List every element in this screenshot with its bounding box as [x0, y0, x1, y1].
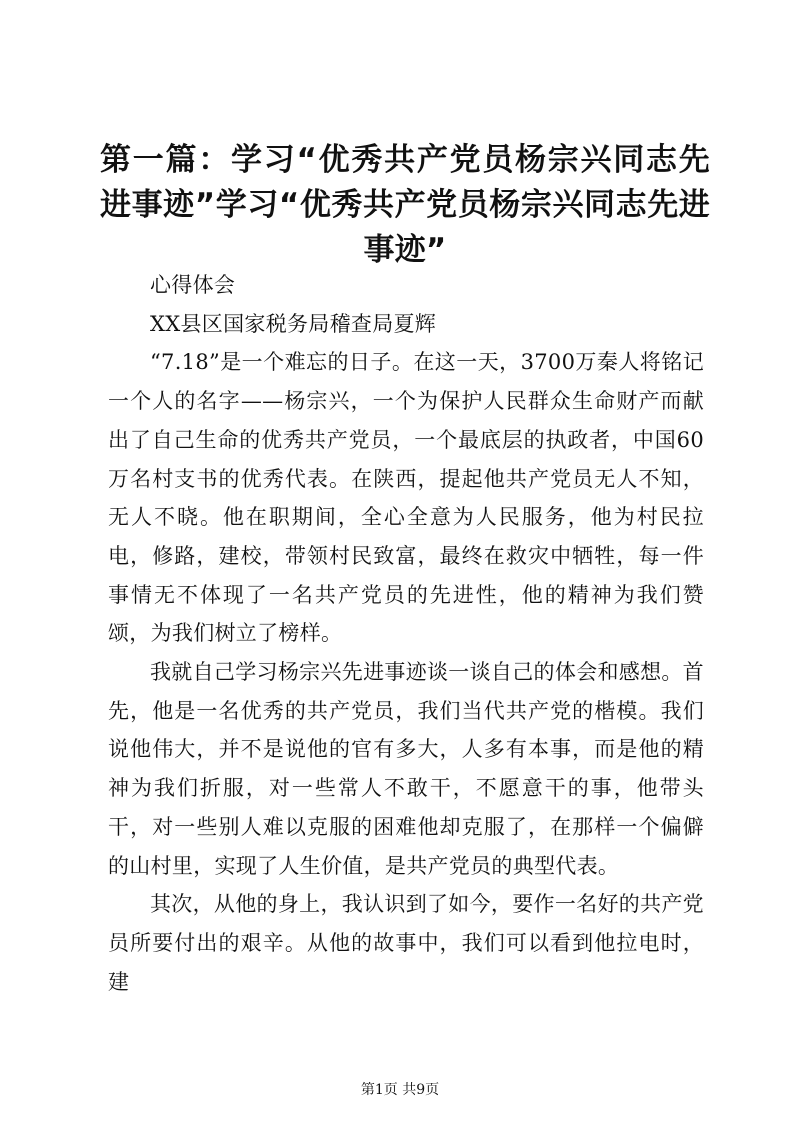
- paragraph: 其次，从他的身上，我认识到了如今，要作一名好的共产党员所要付出的艰辛。从他的故事中，我们可以看到他拉电时，建: [108, 892, 704, 994]
- document-body: [108, 266, 704, 1001]
- paragraph-author: XX县区国家税务局稽查局夏辉: [150, 311, 437, 336]
- page-footer: 第1页 共9页: [360, 1082, 440, 1098]
- paragraph: “7.18”是一个难忘的日子。在这一天，3700万秦人将铭记一个人的名字——杨宗兴，一个为保护人民群众生命财产而献出了自己生命的优秀共产党员，一个最底层的执政者，中国60万名村支书的优秀代表。在陕西，提起他共产党员无人不知，无人不晓。他在职期间，全心全意为人民服务，他为村民拉电，修路，建校，带领村民致富，最终在救灾中牺牲，每一件事情无不体现了一名共产党员的先进性，他的精神为我们赞颂，为我们树立了榜样。: [108, 350, 704, 646]
- document-title: 第一篇：学习“优秀共产党员杨宗兴同志先进事迹”学习“优秀共产党员杨宗兴同志先进事迹”: [100, 142, 710, 268]
- paragraph-subtitle: 心得体会: [150, 273, 236, 297]
- paragraph: 我就自己学习杨宗兴先进事迹谈一谈自己的体会和感想。首先，他是一名优秀的共产党员，我们当代共产党的楷模。我们说他伟大，并不是说他的官有多大，人多有本事，而是他的精神为我们折服，对一些常人不敢干，不愿意干的事，他带头干，对一些别人难以克服的困难他却克服了，在那样一个偏僻的山村里，实现了人生价值，是共产党员的典型代表。: [108, 660, 704, 878]
